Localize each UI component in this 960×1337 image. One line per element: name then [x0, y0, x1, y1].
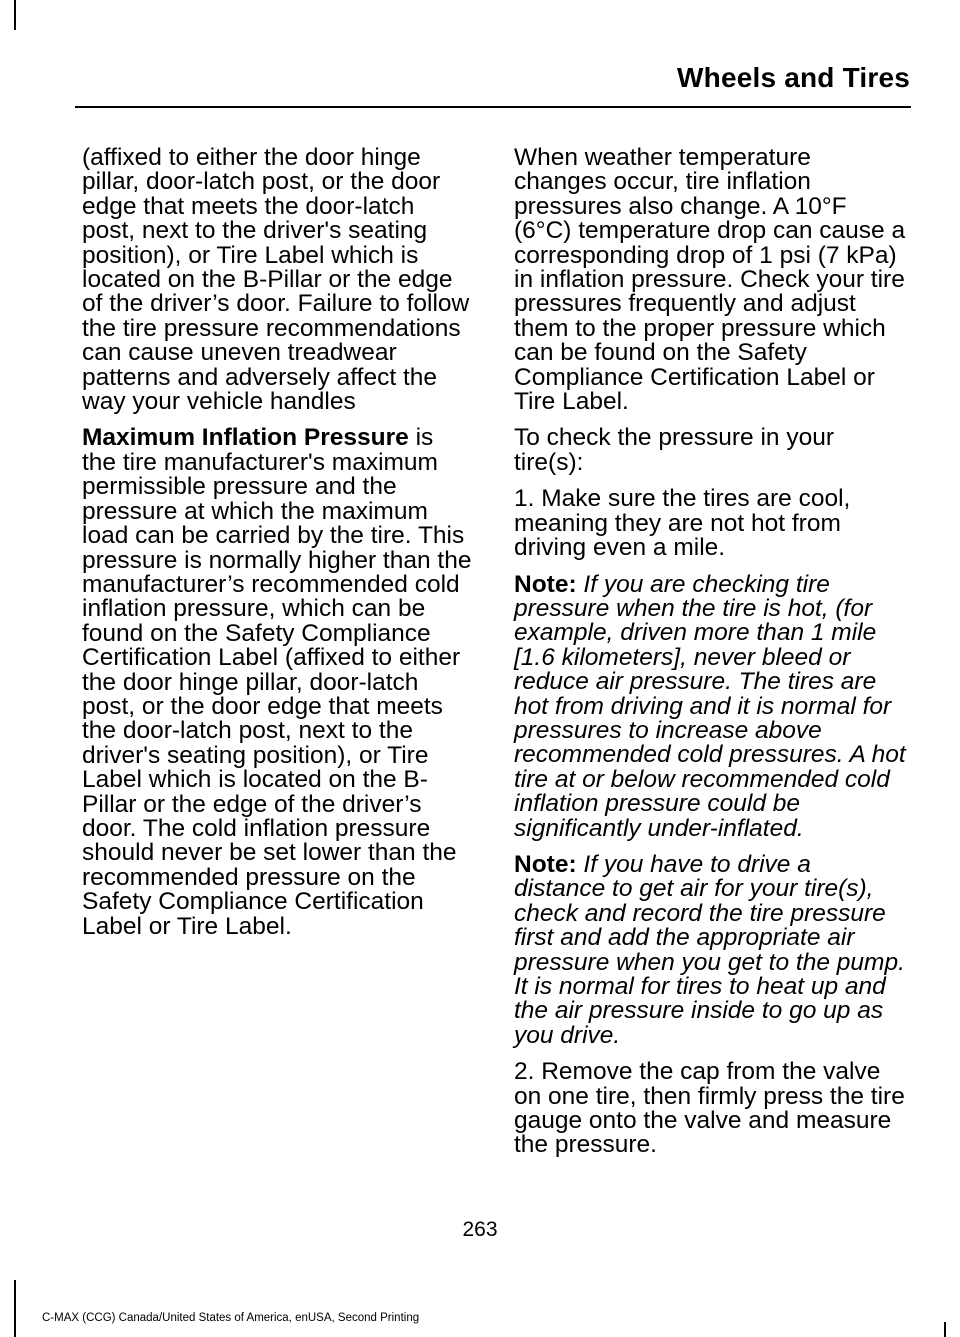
publication-footer: C-MAX (CCG) Canada/United States of America, enUSA, Second Printing [42, 1312, 420, 1324]
crop-mark-top-left [14, 0, 16, 30]
left-column [82, 146, 474, 951]
right-column [514, 146, 906, 1170]
header-divider [75, 106, 911, 108]
page-number: 263 [462, 1218, 498, 1241]
crop-mark-bottom-left [14, 1280, 16, 1337]
step-item: 1. Make sure the tires are cool, meaning they are not hot from driving even a mile. [514, 485, 851, 562]
step-item: 2. Remove the cap from the valve on one tire, then firmly press the tire gauge onto the valve and measure the pressure. [514, 1058, 905, 1159]
page-title: Wheels and Tires [677, 62, 910, 93]
paragraph: (affixed to either the door hinge pillar, door-latch post, or the door edge that meets the door-latch post, next to the driver's seating position), or Tire Label which is located on the B-Pillar or the edge of the driver’s door. Failure to follow the tire pressure recommendations can cause uneven treadwear patterns and adversely affect the way your vehicle handles [82, 144, 470, 416]
note-body: If you are checking tire pressure when the tire is hot, (for example, driven more than 1 mile [1.6 kilometers], never bleed or reduce air pressure. The tires are hot from driving and it is normal for pressures to increase above recommended cold pressures. A hot tire at or below recommended cold inflation pressure could be significantly under-inflated. [514, 570, 906, 842]
note [514, 850, 906, 1049]
paragraph [82, 426, 474, 939]
paragraph: To check the pressure in your tire(s): [514, 424, 835, 476]
note-label: Note: [514, 850, 577, 878]
paragraph: When weather temperature changes occur, tire inflation pressures also change. A 10°F (6°C) temperature drop can cause a corresponding drop of 1 psi (7 kPa) in inflation pressure. Check your tire pressures frequently and adjust them to the proper pressure which can be found on the Safety Compliance Certification Label or Tire Label. [514, 144, 906, 416]
crop-mark-bottom-right [944, 1322, 946, 1337]
note-label: Note: [514, 570, 577, 598]
note [514, 570, 906, 842]
term-body: is the tire manufacturer's maximum permissible pressure and the pressure at which the maximum load can be carried by the tire. This pressure is normally higher than the manufacturer’s recommended cold inflation pressure, which can be found on the Safety Compliance Certification Label (affixed to either the door hinge pillar, door-latch post, or the door edge that meets the door-latch post, next to the driver's seating position), or Tire Label which is located on the B-Pillar or the edge of the driver’s door. The cold inflation pressure should never be set lower than the recommended pressure on the Safety Compliance Certification Label or Tire Label. [82, 424, 472, 940]
term-heading: Maximum Inflation Pressure [82, 424, 409, 452]
note-body: If you have to drive a distance to get air for your tire(s), check and record the tire pressure first and add the appropriate air pressure when you get to the pump. It is normal for tires to heat up and the air pressure inside to go up as you drive. [514, 850, 905, 1049]
